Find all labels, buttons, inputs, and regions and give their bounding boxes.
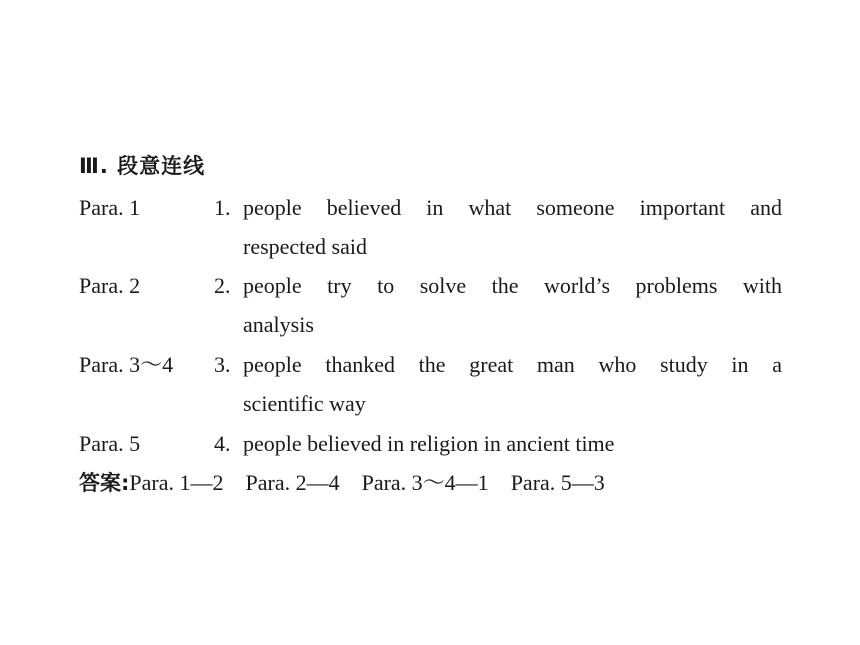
- statement-number: 4.: [214, 431, 231, 456]
- statement-number: 1.: [214, 195, 231, 220]
- section-heading: Ⅲ. 段意连线: [79, 154, 206, 178]
- statement-text-line2: scientific way: [243, 391, 366, 416]
- answer-item: Para. 3～4—1: [361, 470, 489, 495]
- statement-text-line2: respected said: [243, 234, 367, 259]
- para-label: Para. 5: [79, 431, 141, 456]
- answer-line: [79, 463, 605, 503]
- para-label: Para. 2: [79, 273, 141, 298]
- para-label: Para. 3～4: [79, 352, 174, 377]
- statement-item: [214, 266, 782, 344]
- statement-item: [214, 188, 782, 266]
- statement-number: 3.: [214, 352, 231, 377]
- answer-item: Para. 1—2: [129, 470, 224, 495]
- para-label: Para. 1: [79, 195, 141, 220]
- statement-text-line1: people try to solve the world’s problems with: [243, 273, 782, 298]
- statement-item: [214, 345, 782, 423]
- statement-text-line1: people believed in what someone important and: [243, 195, 782, 220]
- statement-text-line1: people thanked the great man who study in a: [243, 352, 782, 377]
- answer-item: Para. 2—4: [245, 470, 340, 495]
- answer-label: 答案:: [79, 471, 130, 495]
- statement-item: [214, 424, 782, 463]
- statement-text-line2: analysis: [243, 312, 314, 337]
- answer-item: Para. 5—3: [510, 470, 605, 495]
- statement-number: 2.: [214, 273, 231, 298]
- statement-text-line1: people believed in religion in ancient time: [243, 431, 615, 456]
